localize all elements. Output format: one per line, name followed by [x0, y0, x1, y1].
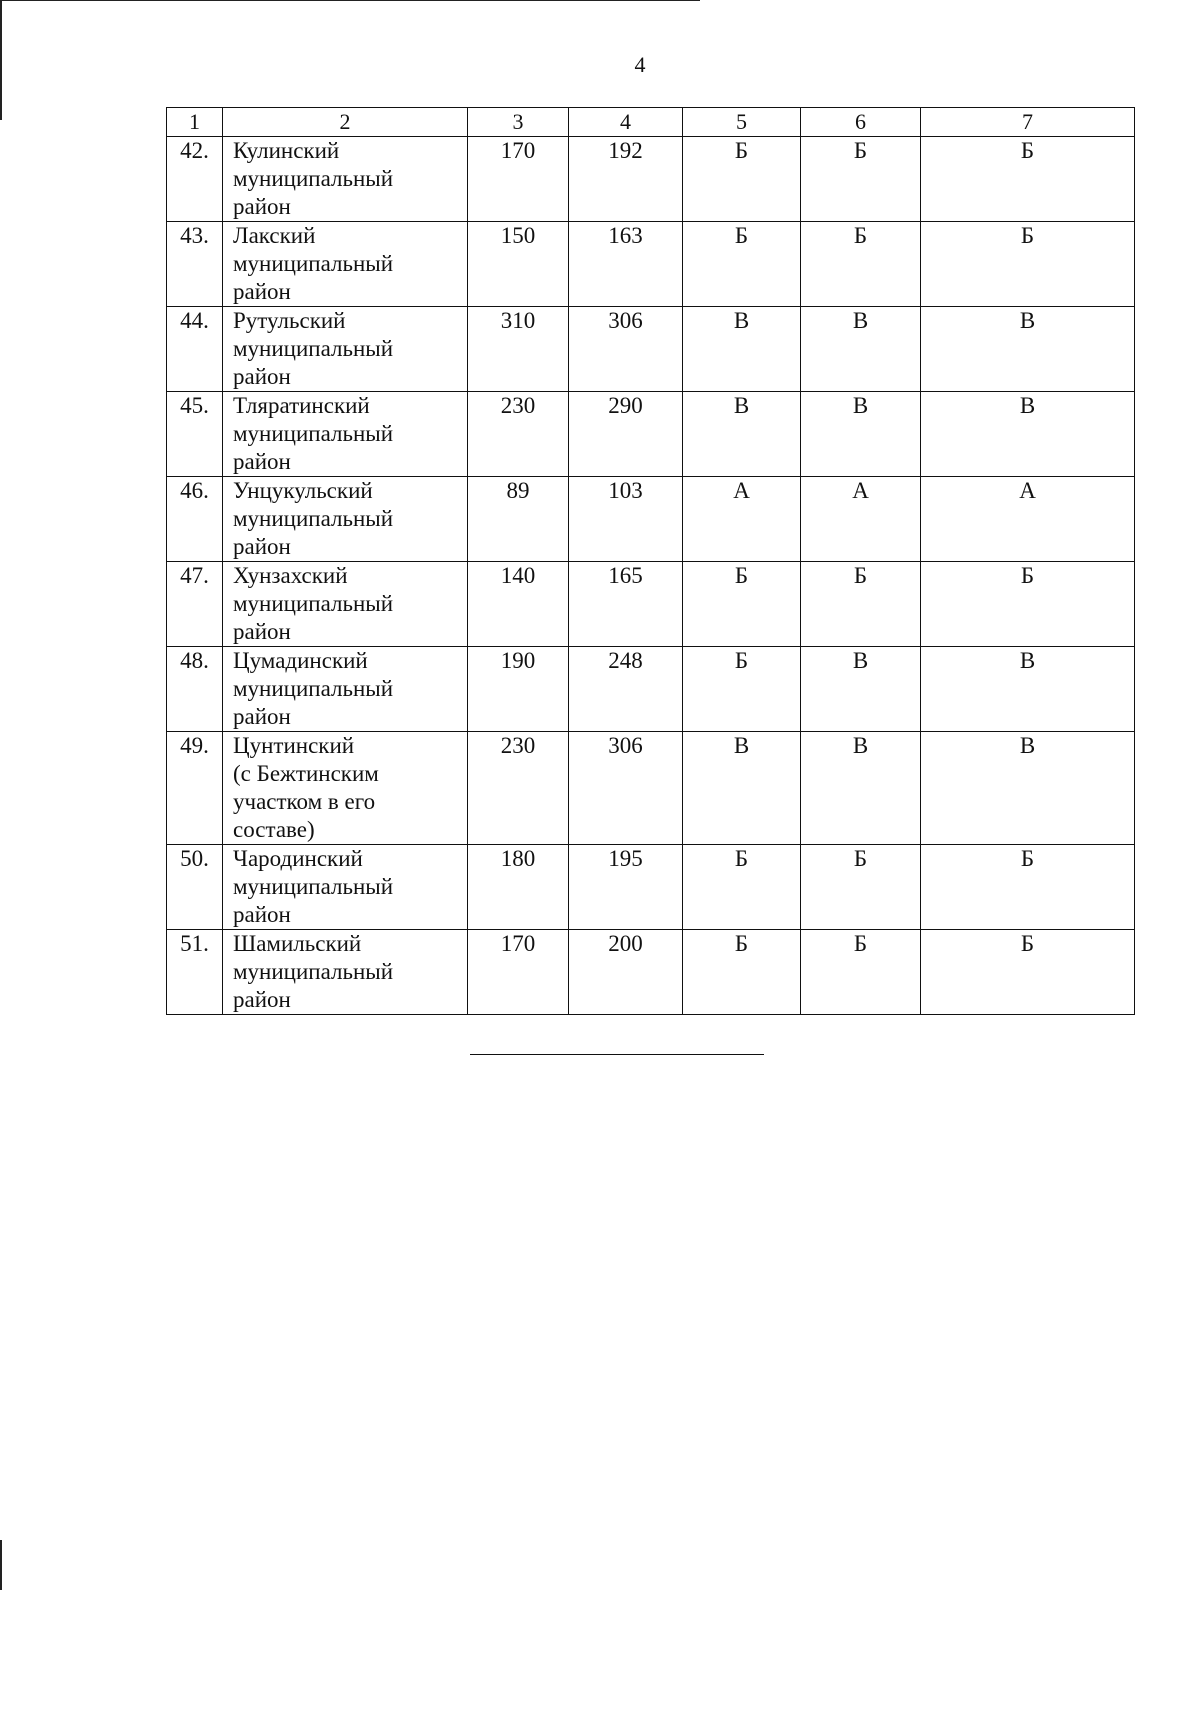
cell-col7: Б — [921, 845, 1135, 930]
cell-col3: 180 — [468, 845, 569, 930]
row-number: 45. — [167, 392, 223, 477]
district-name: Цумадинский муниципальный район — [223, 647, 468, 732]
cell-col7: Б — [921, 222, 1135, 307]
cell-col6: Б — [801, 845, 921, 930]
cell-col7: Б — [921, 562, 1135, 647]
cell-col3: 150 — [468, 222, 569, 307]
cell-col4: 200 — [569, 930, 683, 1015]
table-row — [167, 930, 1135, 1015]
cell-col5: Б — [683, 930, 801, 1015]
row-number: 42. — [167, 137, 223, 222]
district-name: Шамильский муниципальный район — [223, 930, 468, 1015]
district-name: Кулинский муниципальный район — [223, 137, 468, 222]
cell-col3: 89 — [468, 477, 569, 562]
table-row — [167, 392, 1135, 477]
table-row — [167, 647, 1135, 732]
cell-col3: 170 — [468, 930, 569, 1015]
table-row — [167, 562, 1135, 647]
cell-col4: 306 — [569, 732, 683, 845]
column-header: 2 — [223, 108, 468, 137]
page-number: 4 — [634, 52, 646, 77]
row-number: 43. — [167, 222, 223, 307]
column-header: 7 — [921, 108, 1135, 137]
cell-col5: А — [683, 477, 801, 562]
cell-col3: 310 — [468, 307, 569, 392]
scan-edge-mark — [0, 0, 2, 120]
column-header: 6 — [801, 108, 921, 137]
scan-edge-mark — [0, 0, 700, 1]
cell-col7: В — [921, 647, 1135, 732]
row-number: 44. — [167, 307, 223, 392]
cell-col3: 170 — [468, 137, 569, 222]
cell-col7: Б — [921, 930, 1135, 1015]
column-header: 5 — [683, 108, 801, 137]
row-number: 48. — [167, 647, 223, 732]
cell-col6: Б — [801, 562, 921, 647]
cell-col7: В — [921, 392, 1135, 477]
table-header-row — [167, 108, 1135, 137]
cell-col7: Б — [921, 137, 1135, 222]
row-number: 49. — [167, 732, 223, 845]
table-row — [167, 137, 1135, 222]
column-header: 1 — [167, 108, 223, 137]
cell-col4: 195 — [569, 845, 683, 930]
cell-col6: В — [801, 647, 921, 732]
district-name: Чародинский муниципальный район — [223, 845, 468, 930]
cell-col5: Б — [683, 845, 801, 930]
cell-col3: 140 — [468, 562, 569, 647]
district-name: Тляратинский муниципальный район — [223, 392, 468, 477]
scan-edge-mark — [0, 1540, 2, 1590]
row-number: 51. — [167, 930, 223, 1015]
end-divider-line — [470, 1054, 764, 1055]
cell-col6: В — [801, 732, 921, 845]
table-row — [167, 732, 1135, 845]
cell-col5: В — [683, 732, 801, 845]
table-row — [167, 222, 1135, 307]
cell-col7: А — [921, 477, 1135, 562]
cell-col4: 248 — [569, 647, 683, 732]
cell-col3: 230 — [468, 392, 569, 477]
cell-col5: В — [683, 392, 801, 477]
cell-col6: В — [801, 392, 921, 477]
district-name: Хунзахский муниципальный район — [223, 562, 468, 647]
cell-col4: 165 — [569, 562, 683, 647]
table-row — [167, 845, 1135, 930]
cell-col3: 230 — [468, 732, 569, 845]
cell-col5: Б — [683, 562, 801, 647]
cell-col7: В — [921, 732, 1135, 845]
district-name: Цунтинский (с Бежтинским участком в его составе) — [223, 732, 468, 845]
cell-col6: Б — [801, 137, 921, 222]
cell-col7: В — [921, 307, 1135, 392]
cell-col4: 103 — [569, 477, 683, 562]
cell-col5: Б — [683, 647, 801, 732]
districts-table — [166, 107, 1135, 1015]
cell-col4: 163 — [569, 222, 683, 307]
column-header: 3 — [468, 108, 569, 137]
cell-col6: А — [801, 477, 921, 562]
cell-col6: Б — [801, 222, 921, 307]
row-number: 47. — [167, 562, 223, 647]
cell-col5: Б — [683, 137, 801, 222]
row-number: 46. — [167, 477, 223, 562]
cell-col4: 306 — [569, 307, 683, 392]
table-row — [167, 307, 1135, 392]
column-header: 4 — [569, 108, 683, 137]
cell-col6: Б — [801, 930, 921, 1015]
row-number: 50. — [167, 845, 223, 930]
cell-col4: 192 — [569, 137, 683, 222]
cell-col5: В — [683, 307, 801, 392]
cell-col3: 190 — [468, 647, 569, 732]
district-name: Унцукульский муниципальный район — [223, 477, 468, 562]
cell-col4: 290 — [569, 392, 683, 477]
district-name: Лакский муниципальный район — [223, 222, 468, 307]
table-row — [167, 477, 1135, 562]
district-name: Рутульский муниципальный район — [223, 307, 468, 392]
cell-col6: В — [801, 307, 921, 392]
cell-col5: Б — [683, 222, 801, 307]
